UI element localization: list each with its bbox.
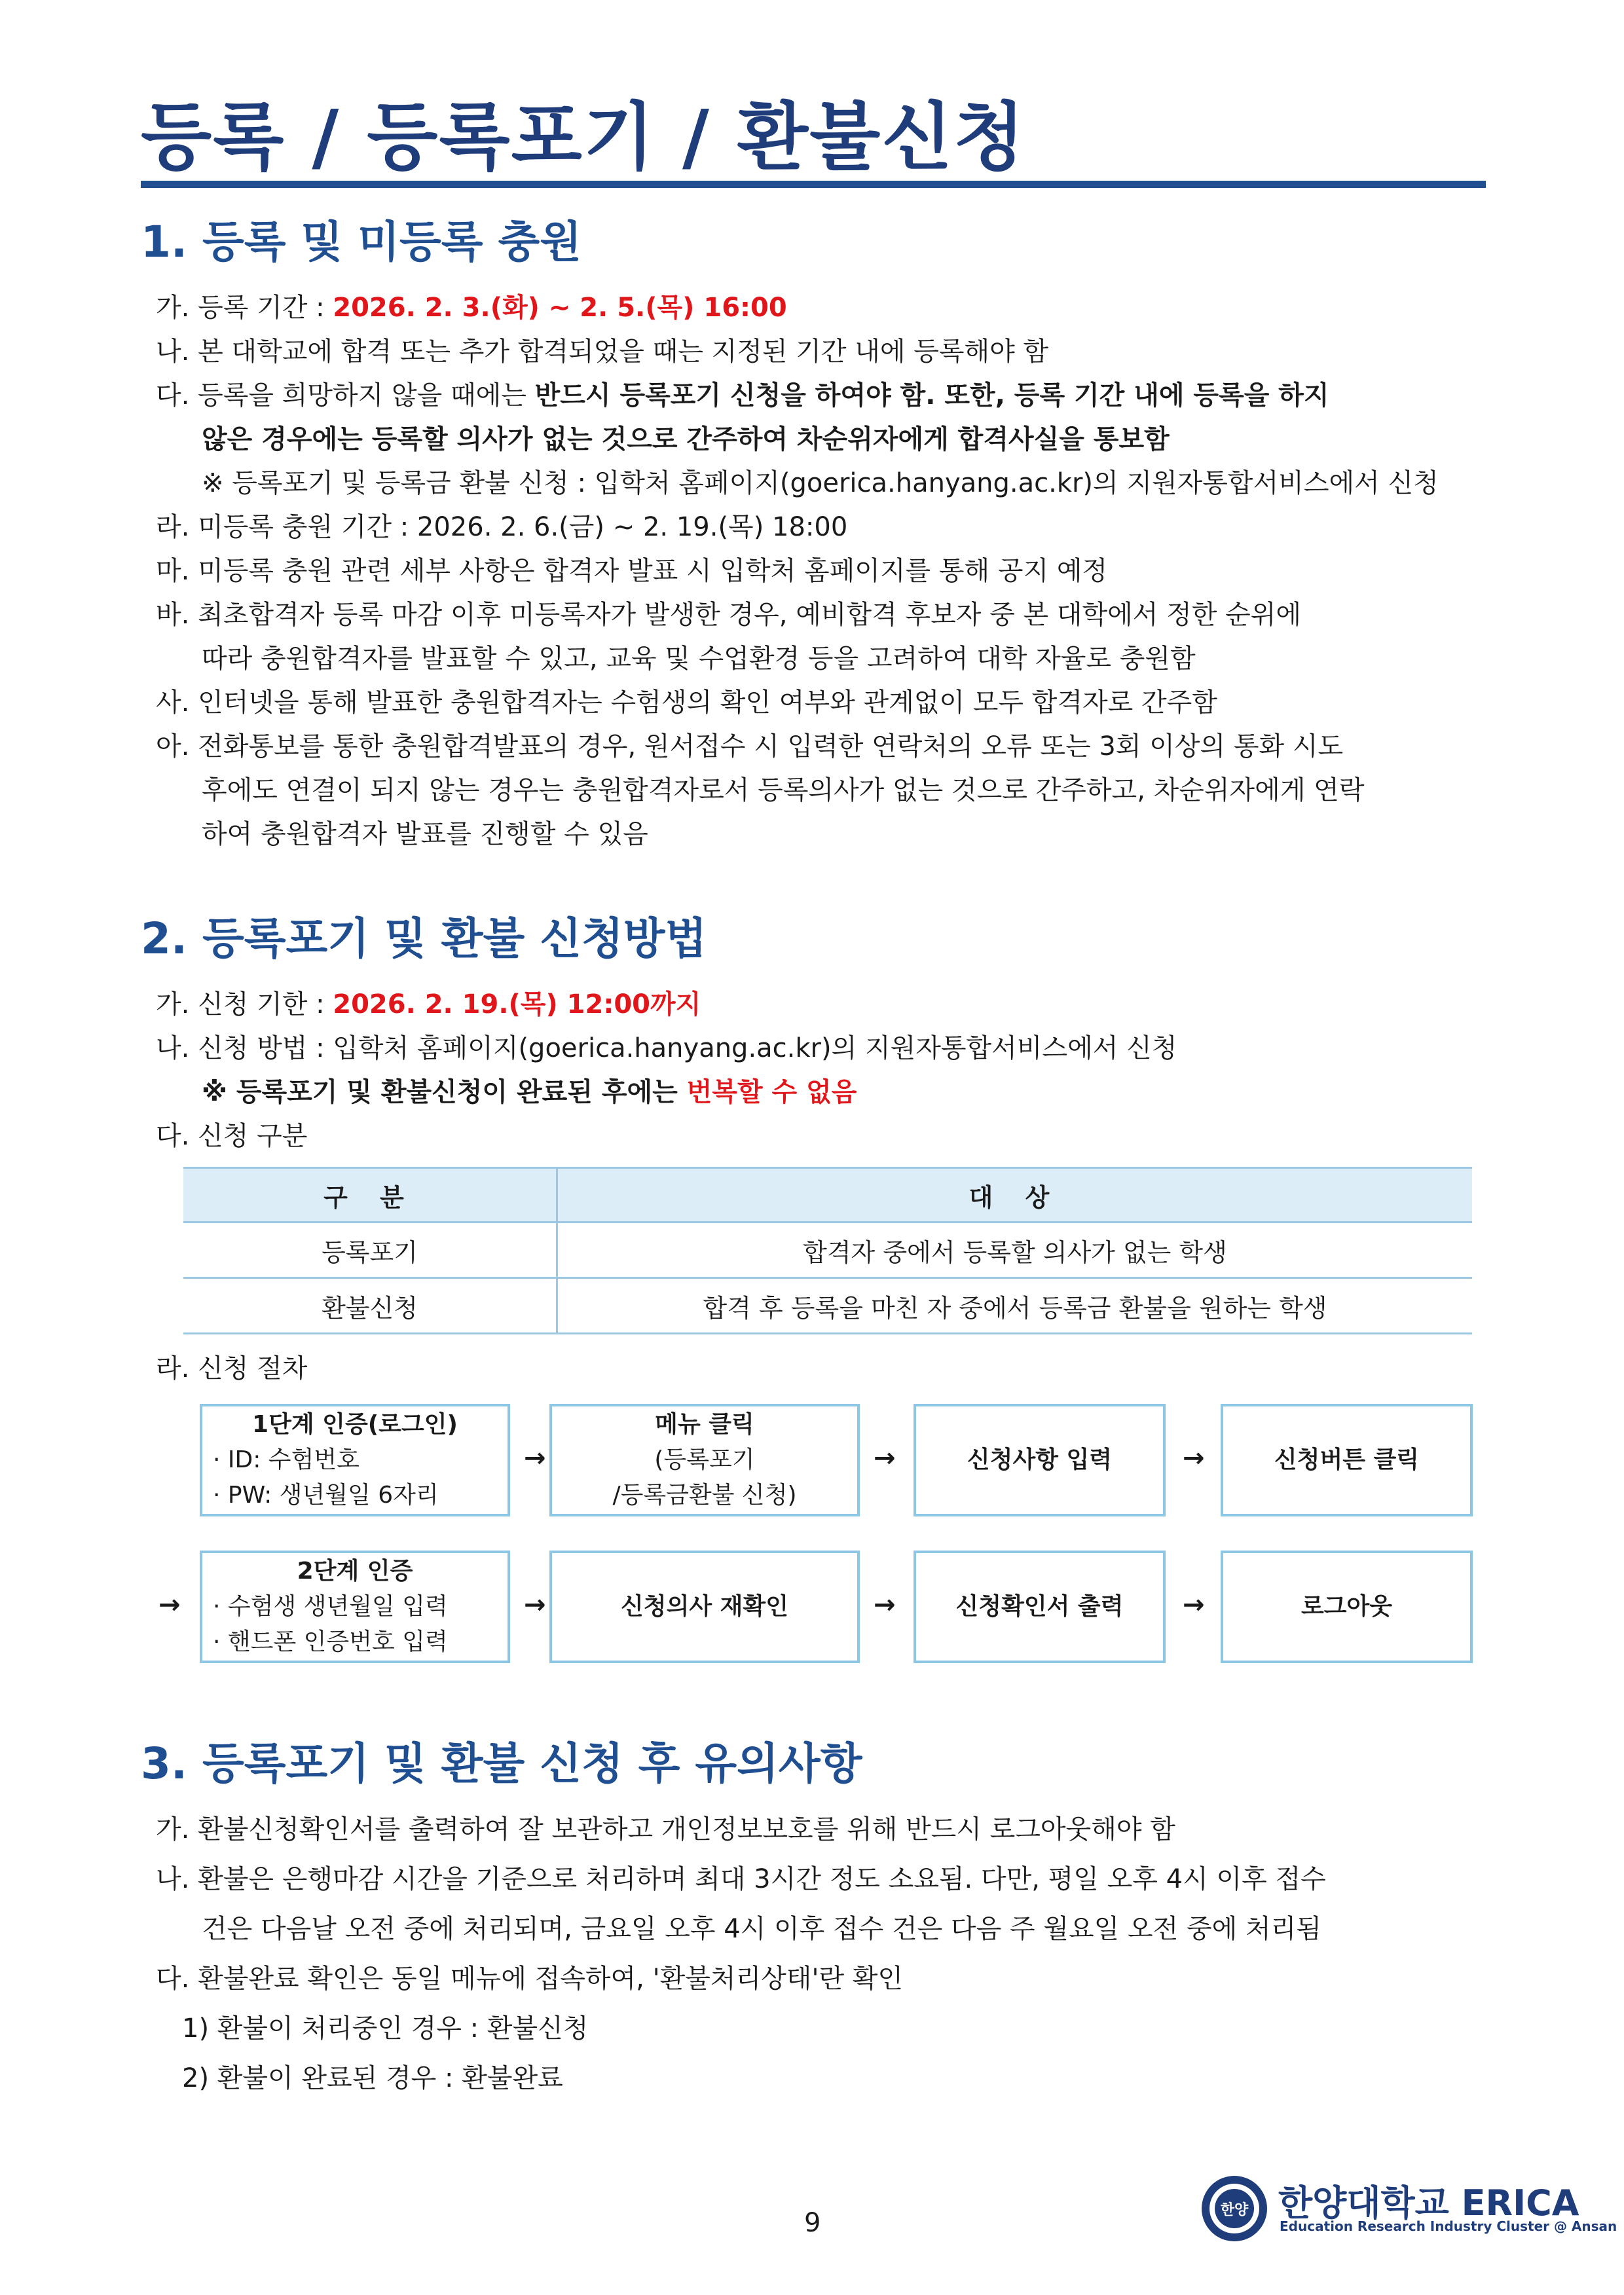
item-text: 환불완료 확인은 동일 메뉴에 접속하여, '환불처리상태'란 확인 [198,1964,904,1994]
s2-item-c [156,1116,307,1156]
application-deadline: 2026. 2. 19.(목) 12:00까지 [333,989,701,1019]
item-text: 등록을 희망하지 않을 때에는 [198,380,535,411]
item-marker: 다. [156,380,190,411]
s1-item-e [156,551,1107,591]
flow-step-title: 신청의사 재확인 [621,1593,788,1620]
page-number: 9 [804,2208,821,2238]
flow-step-print [913,1551,1166,1663]
item-marker: 라. [156,512,190,542]
item-text: 본 대학교에 합격 또는 추가 합격되었을 때는 지정된 기간 내에 등록해야 함 [198,337,1049,367]
item-label: 등록 기간 : [198,293,333,323]
table-cell: 환불신청 [183,1278,557,1334]
s2-item-b [156,1029,1177,1068]
s2-item-a [156,985,701,1024]
application-type-table [183,1167,1472,1334]
item-text: 미등록 충원 관련 세부 사항은 합격자 발표 시 입학처 홈페이지를 통해 공지 예정 [198,556,1108,586]
s3-item-b [156,1860,1326,1899]
s1-item-f [156,595,1301,634]
s1-item-b [156,332,1048,371]
flow-arrow: → [1183,1443,1205,1473]
page-title: 등록 / 등록포기 / 환불신청 [141,95,1026,180]
item-marker: 마. [156,556,190,586]
s3-item-c2: 2) 환불이 완료된 경우 : 환불완료 [182,2063,563,2093]
flow-step-reconfirm [549,1551,860,1663]
table-header-row [183,1168,1472,1222]
flow-step-menu [549,1404,860,1516]
s1-item-f-cont: 따라 충원합격자를 발표할 수 있고, 교육 및 수업환경 등을 고려하여 대학 자율로 충원함 [202,644,1196,674]
flow-step-auth2 [200,1551,510,1663]
table-cell: 합격자 중에서 등록할 의사가 없는 학생 [557,1222,1473,1278]
registration-period: 2026. 2. 3.(화) ~ 2. 5.(목) 16:00 [333,293,787,323]
logo-name: 한양대학교 ERICA [1278,2182,1579,2224]
item-marker: 가. [156,293,190,323]
item-text: 미등록 충원 기간 : 2026. 2. 6.(금) ~ 2. 19.(목) 18:00 [198,512,848,542]
university-logo [1198,2173,1617,2245]
table-cell: 합격 후 등록을 마친 자 중에서 등록금 환불을 원하는 학생 [557,1278,1473,1334]
flow-arrow: → [524,1443,546,1473]
flow-step-login [200,1404,510,1516]
s1-item-h-cont1: 후에도 연결이 되지 않는 경우는 충원합격자로서 등록의사가 없는 것으로 간주하고, 차순위자에게 연락 [202,775,1365,805]
s3-item-b-cont: 건은 다음날 오전 중에 처리되며, 금요일 오후 4시 이후 접수 건은 다음 주 월요일 오전 중에 처리됨 [202,1914,1321,1944]
item-text: 인터넷을 통해 발표한 충원합격자는 수험생의 확인 여부와 관계없이 모두 합격자로 간주함 [198,688,1217,718]
item-text: 신청 방법 : 입학처 홈페이지(goerica.hanyang.ac.kr)의 지원자통합서비스에서 신청 [198,1033,1177,1063]
item-marker: 라. [156,1353,190,1384]
note-text-bold: ※ 등록포기 및 환불신청이 완료된 후에는 [202,1077,687,1107]
flow-step-title: 신청버튼 클릭 [1274,1446,1420,1473]
flow-step-sub: (등록포기 [654,1446,755,1473]
item-marker: 사. [156,688,190,718]
flow-step-item: · PW: 생년월일 6자리 [213,1482,439,1509]
item-text: 신청 구분 [198,1121,308,1151]
flow-step-title: 메뉴 클릭 [655,1411,754,1438]
flow-step-sub: /등록금환불 신청) [612,1482,797,1509]
section3-heading: 3. 등록포기 및 환불 신청 후 유의사항 [141,1738,862,1789]
table-row [183,1278,1472,1334]
item-text-bold: 반드시 등록포기 신청을 하여야 함. 또한, 등록 기간 내에 등록을 하지 [534,380,1329,411]
s2-item-b-note [202,1073,857,1112]
s2-item-d [156,1349,307,1388]
flow-arrow: → [1183,1590,1205,1620]
item-marker: 다. [156,1121,190,1151]
s1-item-d [156,507,847,547]
flow-step-input [913,1404,1166,1516]
s1-item-a [156,288,787,327]
table-header: 대 상 [557,1168,1473,1222]
table-row [183,1222,1472,1278]
flow-arrow: → [874,1590,896,1620]
item-marker: 나. [156,1033,190,1063]
item-text: 환불신청확인서를 출력하여 잘 보관하고 개인정보보호를 위해 반드시 로그아웃해야 함 [198,1814,1175,1845]
s1-item-h-cont2: 하여 충원합격자 발표를 진행할 수 있음 [202,819,648,849]
section1-heading: 1. 등록 및 미등록 충원 [141,217,581,267]
item-text: 전화통보를 통한 충원합격발표의 경우, 원서접수 시 입력한 연락처의 오류 또는 3회 이상의 통화 시도 [198,731,1344,762]
flow-step-title: 로그아웃 [1301,1593,1393,1620]
s3-item-c [156,1959,903,1998]
flow-step-logout [1221,1551,1473,1663]
university-seal-icon [1198,2173,1270,2245]
flow-step-title: 1단계 인증(로그인) [252,1411,458,1438]
seal-text: 한양 [1220,2202,1249,2218]
flow-arrow: → [158,1590,181,1620]
flow-arrow: → [524,1590,546,1620]
item-text: 환불은 은행마감 시간을 기준으로 처리하며 최대 3시간 정도 소요됨. 다만, 평일 오후 4시 이후 접수 [198,1864,1326,1894]
flow-step-item: · 핸드폰 인증번호 입력 [213,1628,448,1655]
item-text: 신청 절차 [198,1353,308,1384]
flow-step-item: · 수험생 생년월일 입력 [213,1593,448,1620]
flow-step-title: 신청사항 입력 [967,1446,1113,1473]
item-marker: 나. [156,337,190,367]
title-divider [141,181,1486,188]
table-header: 구 분 [183,1168,557,1222]
flow-step-submit [1221,1404,1473,1516]
item-label: 신청 기한 : [198,989,333,1019]
flow-step-title: 신청확인서 출력 [955,1593,1124,1620]
flow-arrow: → [874,1443,896,1473]
s1-item-c-cont: 않은 경우에는 등록할 의사가 없는 것으로 간주하여 차순위자에게 합격사실을 통보함 [202,424,1170,454]
item-marker: 가. [156,1814,190,1845]
s1-item-c [156,376,1329,415]
item-marker: 나. [156,1864,190,1894]
s1-item-c-note: ※ 등록포기 및 등록금 환불 신청 : 입학처 홈페이지(goerica.hanyang.ac.kr)의 지원자통합서비스에서 신청 [202,468,1439,498]
logo-subtitle: Education Research Industry Cluster @ Ansan [1280,2218,1617,2234]
item-marker: 아. [156,731,190,762]
item-marker: 바. [156,600,190,630]
s1-item-h [156,727,1343,766]
item-marker: 가. [156,989,190,1019]
flow-step-title: 2단계 인증 [297,1558,413,1585]
note-text-red: 번복할 수 없음 [686,1077,857,1107]
section2-heading: 2. 등록포기 및 환불 신청방법 [141,913,707,964]
s1-item-g [156,683,1217,722]
item-marker: 다. [156,1964,190,1994]
s3-item-a [156,1810,1175,1849]
s3-item-c1: 1) 환불이 처리중인 경우 : 환불신청 [182,2013,589,2044]
flow-step-item: · ID: 수험번호 [213,1446,360,1473]
item-text: 최초합격자 등록 마감 이후 미등록자가 발생한 경우, 예비합격 후보자 중 본 대학에서 정한 순위에 [198,600,1302,630]
table-cell: 등록포기 [183,1222,557,1278]
